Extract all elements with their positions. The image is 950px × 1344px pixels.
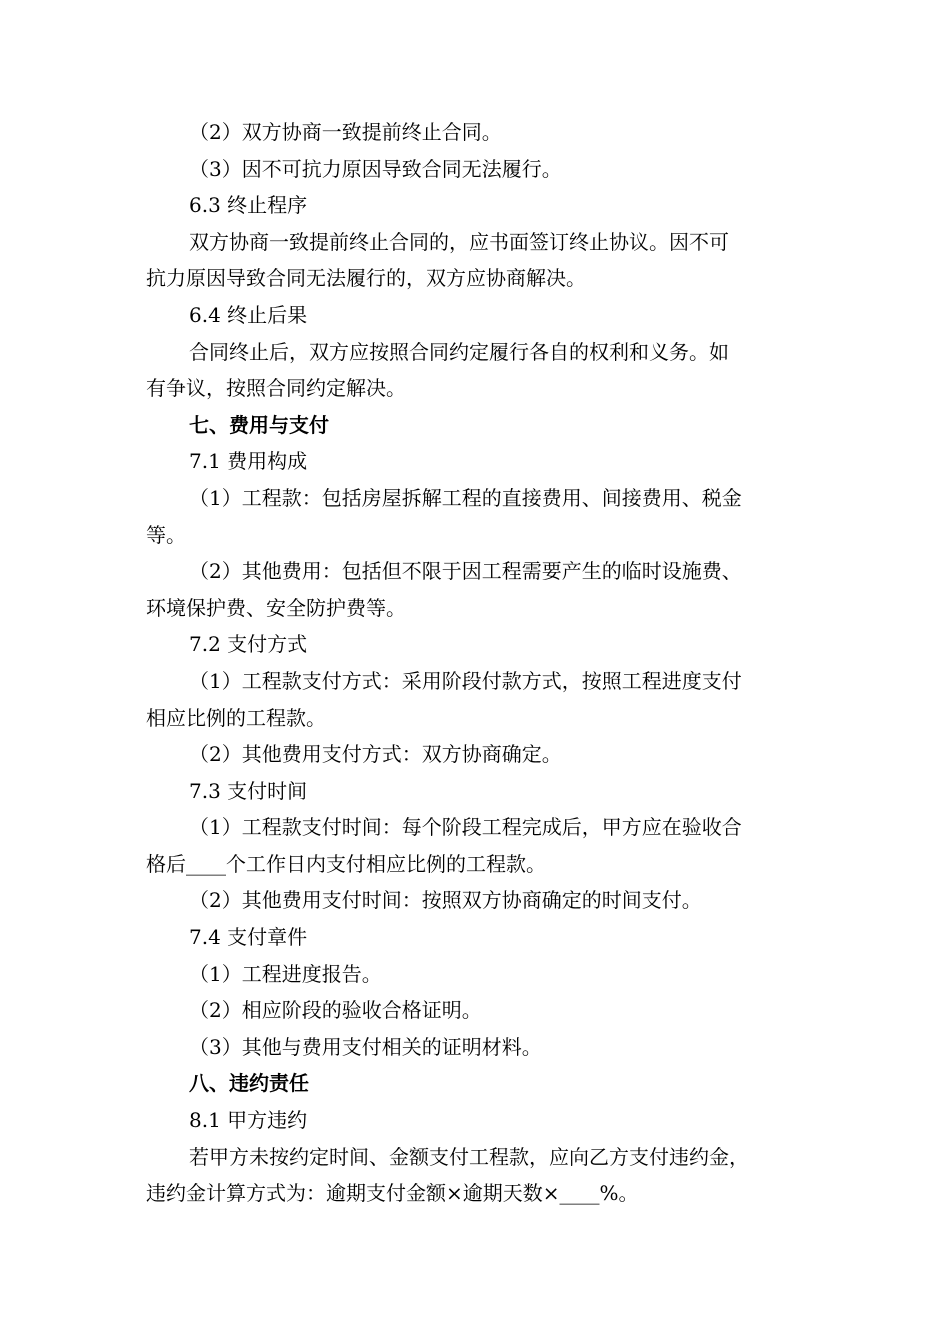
text-line: （1）工程款支付时间：每个阶段工程完成后，甲方应在验收合 bbox=[189, 815, 742, 840]
text-line: 7.4 支付章件 bbox=[189, 925, 308, 950]
text-line: 7.1 费用构成 bbox=[189, 449, 308, 474]
text-line: 8.1 甲方违约 bbox=[189, 1108, 308, 1133]
text-line: 双方协商一致提前终止合同的，应书面签订终止协议。因不可 bbox=[189, 229, 729, 254]
document-page bbox=[146, 114, 810, 1212]
text-line: （1）工程款：包括房屋拆解工程的直接费用、间接费用、税金 bbox=[189, 485, 742, 510]
text-line: （1）工程款支付方式：采用阶段付款方式，按照工程进度支付 bbox=[189, 668, 742, 693]
text-line: 格后____个工作日内支付相应比例的工程款。 bbox=[146, 851, 546, 876]
text-line: 有争议，按照合同约定解决。 bbox=[146, 376, 406, 401]
section-heading: 八、违约责任 bbox=[189, 1071, 309, 1096]
text-line: （2）相应阶段的验收合格证明。 bbox=[189, 998, 482, 1023]
text-line: 等。 bbox=[146, 522, 186, 547]
text-line: （2）其他费用支付方式：双方协商确定。 bbox=[189, 742, 562, 767]
text-line: 7.3 支付时间 bbox=[189, 778, 308, 803]
text-line: （2）其他费用：包括但不限于因工程需要产生的临时设施费、 bbox=[189, 559, 742, 584]
text-line: （3）其他与费用支付相关的证明材料。 bbox=[189, 1034, 542, 1059]
text-line: 相应比例的工程款。 bbox=[146, 705, 326, 730]
text-line: 环境保护费、安全防护费等。 bbox=[146, 595, 406, 620]
section-heading: 七、费用与支付 bbox=[189, 412, 329, 437]
text-line: 若甲方未按约定时间、金额支付工程款，应向乙方支付违约金， bbox=[189, 1144, 749, 1169]
text-line: 6.3 终止程序 bbox=[189, 193, 308, 218]
text-line: （3）因不可抗力原因导致合同无法履行。 bbox=[189, 156, 562, 181]
text-line: 6.4 终止后果 bbox=[189, 302, 308, 327]
text-line: （2）其他费用支付时间：按照双方协商确定的时间支付。 bbox=[189, 888, 702, 913]
text-line: 违约金计算方式为：逾期支付金额×逾期天数×____%。 bbox=[146, 1181, 639, 1206]
text-line: 合同终止后，双方应按照合同约定履行各自的权利和义务。如 bbox=[189, 339, 729, 364]
text-line: （1）工程进度报告。 bbox=[189, 961, 382, 986]
text-line: 抗力原因导致合同无法履行的，双方应协商解决。 bbox=[146, 266, 586, 291]
text-line: （2）双方协商一致提前终止合同。 bbox=[189, 120, 502, 144]
text-line: 7.2 支付方式 bbox=[189, 632, 308, 657]
